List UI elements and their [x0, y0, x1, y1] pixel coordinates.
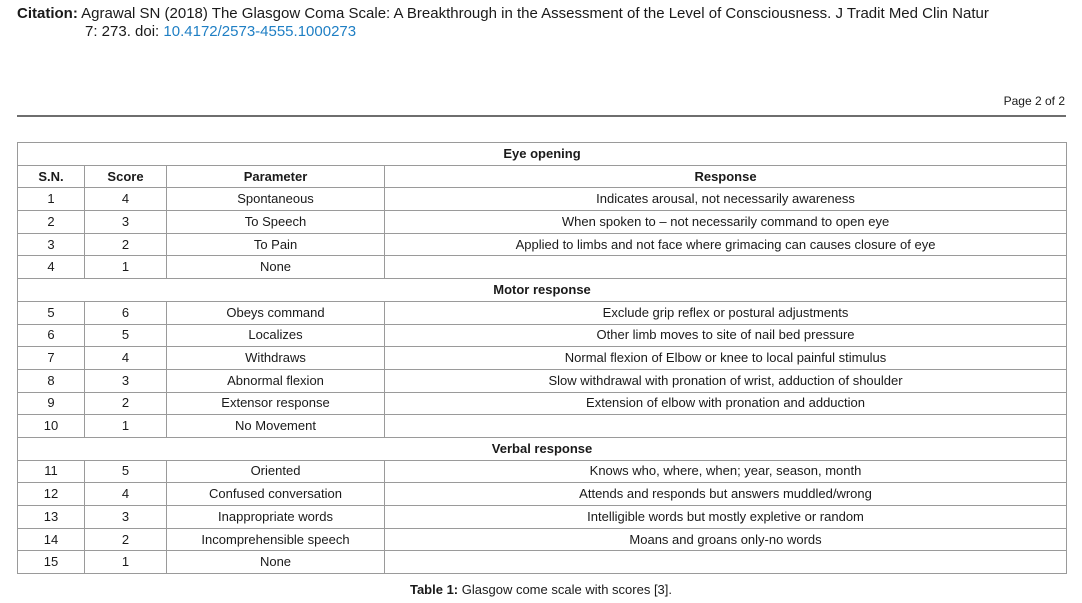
- page-number: Page 2 of 2: [1003, 94, 1065, 108]
- cell-parameter: None: [167, 256, 385, 279]
- cell-response: Indicates arousal, not necessarily awareness: [385, 188, 1067, 211]
- table-row: [18, 324, 1067, 347]
- cell-sn: 3: [18, 233, 85, 256]
- cell-response: Applied to limbs and not face where grimacing can causes closure of eye: [385, 233, 1067, 256]
- cell-score: 4: [85, 188, 167, 211]
- cell-score: 1: [85, 551, 167, 574]
- doi-link[interactable]: 10.4172/2573-4555.1000273: [163, 23, 357, 40]
- table-row: [18, 188, 1067, 211]
- cell-sn: 15: [18, 551, 85, 574]
- section-title-row: [18, 143, 1067, 166]
- section-title: Verbal response: [18, 437, 1067, 460]
- cell-response: Intelligible words but mostly expletive or random: [385, 506, 1067, 529]
- cell-score: 1: [85, 256, 167, 279]
- cell-sn: 1: [18, 188, 85, 211]
- cell-parameter: Localizes: [167, 324, 385, 347]
- cell-response: [385, 256, 1067, 279]
- cell-score: 1: [85, 415, 167, 438]
- cell-sn: 10: [18, 415, 85, 438]
- table-body: [18, 143, 1067, 574]
- cell-sn: 2: [18, 211, 85, 234]
- cell-parameter: No Movement: [167, 415, 385, 438]
- cell-sn: 11: [18, 460, 85, 483]
- cell-parameter: Abnormal flexion: [167, 369, 385, 392]
- cell-parameter: To Speech: [167, 211, 385, 234]
- cell-parameter: Incomprehensible speech: [167, 528, 385, 551]
- section-title: Eye opening: [18, 143, 1067, 166]
- cell-parameter: Confused conversation: [167, 483, 385, 506]
- cell-sn: 8: [18, 369, 85, 392]
- table-header-row: [18, 165, 1067, 188]
- cell-response: Attends and responds but answers muddled/wrong: [385, 483, 1067, 506]
- glasgow-coma-scale-table: [17, 142, 1067, 574]
- table-row: [18, 211, 1067, 234]
- caption-text: Glasgow come scale with scores [3].: [461, 582, 673, 597]
- cell-score: 4: [85, 483, 167, 506]
- cell-response: Moans and groans only-no words: [385, 528, 1067, 551]
- cell-sn: 14: [18, 528, 85, 551]
- citation-line-2: [17, 23, 1077, 41]
- table-row: [18, 483, 1067, 506]
- table-row: [18, 506, 1067, 529]
- citation-text: Agrawal SN (2018) The Glasgow Coma Scale: A Breakthrough in the Assessment of the Level of Consciousness. J Tradit Med Clin Natur: [81, 5, 989, 22]
- cell-sn: 5: [18, 301, 85, 324]
- cell-parameter: Oriented: [167, 460, 385, 483]
- cell-response: Exclude grip reflex or postural adjustments: [385, 301, 1067, 324]
- cell-parameter: Extensor response: [167, 392, 385, 415]
- cell-score: 2: [85, 528, 167, 551]
- cell-sn: 6: [18, 324, 85, 347]
- table-row: [18, 347, 1067, 370]
- table-row: [18, 551, 1067, 574]
- table-row: [18, 415, 1067, 438]
- cell-response: Knows who, where, when; year, season, month: [385, 460, 1067, 483]
- table-row: [18, 256, 1067, 279]
- cell-response: Normal flexion of Elbow or knee to local painful stimulus: [385, 347, 1067, 370]
- cell-sn: 12: [18, 483, 85, 506]
- section-title-row: [18, 279, 1067, 302]
- cell-response: When spoken to – not necessarily command to open eye: [385, 211, 1067, 234]
- header-response: Response: [385, 165, 1067, 188]
- header-divider: [17, 115, 1066, 117]
- cell-parameter: Obeys command: [167, 301, 385, 324]
- citation-volume: 7: 273. doi:: [85, 23, 160, 40]
- header-score: Score: [85, 165, 167, 188]
- header-sn: S.N.: [18, 165, 85, 188]
- cell-response: Slow withdrawal with pronation of wrist, adduction of shoulder: [385, 369, 1067, 392]
- citation: [17, 5, 1077, 41]
- cell-score: 2: [85, 233, 167, 256]
- table-row: [18, 369, 1067, 392]
- section-title: Motor response: [18, 279, 1067, 302]
- cell-parameter: To Pain: [167, 233, 385, 256]
- cell-score: 5: [85, 324, 167, 347]
- cell-score: 3: [85, 506, 167, 529]
- table-row: [18, 460, 1067, 483]
- table-row: [18, 301, 1067, 324]
- cell-score: 6: [85, 301, 167, 324]
- caption-label: Table 1:: [409, 582, 459, 597]
- table-row: [18, 392, 1067, 415]
- cell-parameter: Spontaneous: [167, 188, 385, 211]
- table-row: [18, 528, 1067, 551]
- cell-response: Other limb moves to site of nail bed pressure: [385, 324, 1067, 347]
- cell-sn: 7: [18, 347, 85, 370]
- cell-score: 5: [85, 460, 167, 483]
- cell-score: 3: [85, 369, 167, 392]
- cell-score: 3: [85, 211, 167, 234]
- header-parameter: Parameter: [167, 165, 385, 188]
- citation-label: Citation:: [17, 5, 78, 22]
- cell-parameter: Inappropriate words: [167, 506, 385, 529]
- section-title-row: [18, 437, 1067, 460]
- cell-response: Extension of elbow with pronation and adduction: [385, 392, 1067, 415]
- table-row: [18, 233, 1067, 256]
- cell-score: 2: [85, 392, 167, 415]
- cell-parameter: None: [167, 551, 385, 574]
- cell-score: 4: [85, 347, 167, 370]
- cell-parameter: Withdraws: [167, 347, 385, 370]
- cell-sn: 4: [18, 256, 85, 279]
- cell-response: [385, 415, 1067, 438]
- cell-sn: 13: [18, 506, 85, 529]
- table-caption: [0, 582, 1082, 597]
- cell-response: [385, 551, 1067, 574]
- cell-sn: 9: [18, 392, 85, 415]
